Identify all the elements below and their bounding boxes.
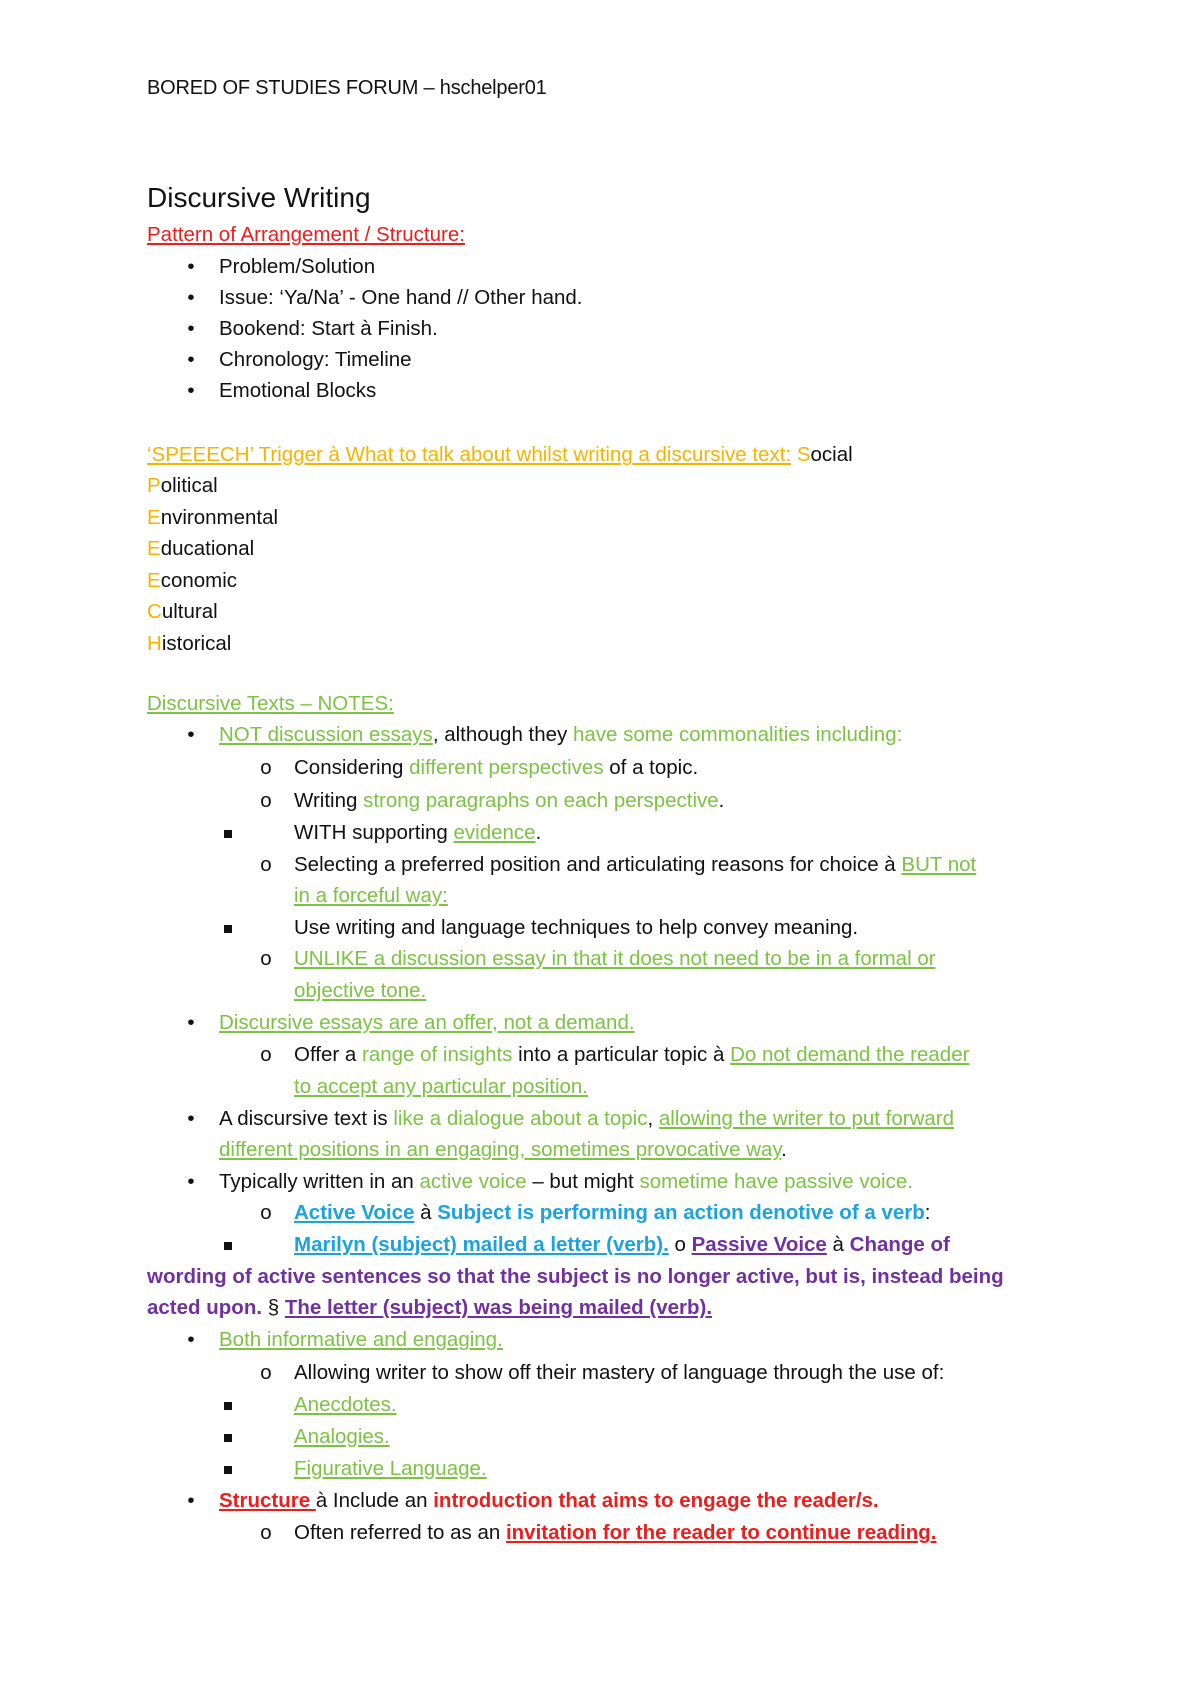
notes-sub-1 — [294, 754, 698, 782]
notes-sub-7 — [294, 1041, 969, 1069]
note-text: , — [647, 1107, 659, 1130]
bullet-icon: • — [187, 255, 195, 278]
note-text: . — [781, 1138, 787, 1161]
page-title: Discursive Writing — [147, 182, 371, 213]
note-text: à Include an — [315, 1489, 434, 1512]
notes-sub-13: Figurative Language. — [294, 1457, 487, 1480]
speeech-line — [147, 630, 231, 658]
note-text: o — [668, 1233, 692, 1256]
structure-item: Issue: ‘Ya/Na’ - One hand // Other hand. — [219, 286, 583, 309]
note-text: Typically written in an — [219, 1170, 420, 1193]
notes-bullet-4 — [219, 1168, 913, 1196]
speeech-line — [147, 535, 254, 563]
circle-bullet-icon: o — [260, 947, 272, 970]
note-text-green: BUT not — [901, 853, 977, 876]
speeech-letter: C — [147, 600, 162, 623]
notes-sub-3 — [294, 819, 541, 847]
speeech-letter: P — [147, 474, 161, 497]
structure-item: Chronology: Timeline — [219, 348, 412, 371]
notes-sub-4 — [294, 851, 976, 879]
note-text: – but might — [526, 1170, 640, 1193]
note-text-red: Structure — [219, 1489, 316, 1512]
page-header: BORED OF STUDIES FORUM – hschelper01 — [147, 77, 547, 99]
notes-sub-10: Allowing writer to show off their mastery of language through the use of: — [294, 1361, 945, 1384]
note-text: . — [718, 789, 725, 812]
speeech-letter: S — [796, 443, 811, 466]
speeech-word: ducational — [160, 537, 255, 560]
note-text-green: like a dialogue about a topic — [393, 1107, 648, 1130]
bullet-icon: • — [187, 723, 195, 746]
note-text-blue: Subject is performing an action denotive of a verb — [437, 1201, 925, 1224]
notes-sub-2 — [294, 787, 724, 815]
notes-sub-6: UNLIKE a discussion essay in that it does not need to be in a formal or — [294, 947, 936, 970]
square-bullet-icon — [215, 914, 241, 942]
note-text: of a topic. — [603, 756, 699, 779]
note-text-green: different positions in an engaging, sometimes provocative way — [219, 1138, 782, 1161]
note-text: à — [414, 1201, 438, 1224]
note-text-red: introduction that aims to engage the reader/s. — [433, 1489, 879, 1512]
note-text: Considering — [294, 756, 410, 779]
bullet-icon: • — [187, 1489, 195, 1512]
speeech-letter: E — [147, 506, 161, 529]
bullet-icon: • — [187, 379, 195, 402]
active-voice-label: Active Voice — [294, 1201, 415, 1224]
bullet-icon: • — [187, 348, 195, 371]
speeech-word: nvironmental — [160, 506, 279, 529]
bullet-icon: • — [187, 1328, 195, 1351]
speeech-word: conomic — [160, 569, 238, 592]
notes-bullet-1 — [219, 721, 902, 749]
note-text-green: range of insights — [362, 1043, 513, 1066]
circle-bullet-icon: o — [260, 1521, 272, 1544]
note-text-green: allowing the writer to put forward — [658, 1107, 954, 1130]
bullet-icon: • — [187, 1107, 195, 1130]
circle-bullet-icon: o — [260, 1201, 272, 1224]
note-text: Writing — [294, 789, 364, 812]
notes-sub-12: Analogies. — [294, 1425, 390, 1448]
circle-bullet-icon: o — [260, 1043, 272, 1066]
notes-sub-5: Use writing and language techniques to help convey meaning. — [294, 916, 859, 939]
notes-para-2 — [147, 1294, 712, 1322]
notes-bullet-5: Both informative and engaging. — [219, 1328, 503, 1351]
note-text: . — [535, 821, 542, 844]
speeech-word: ocial — [810, 443, 853, 466]
note-text-green: active voice — [419, 1170, 527, 1193]
passive-voice-label: Passive Voice — [691, 1233, 827, 1256]
note-text: Offer a — [294, 1043, 362, 1066]
square-bullet-icon — [215, 819, 241, 847]
circle-bullet-icon: o — [260, 789, 272, 812]
speeech-word: ultural — [161, 600, 218, 623]
notes-sub-6-cont: objective tone. — [294, 979, 427, 1002]
square-bullet-icon — [215, 1423, 241, 1451]
circle-bullet-icon: o — [260, 1361, 272, 1384]
notes-para-1: wording of active sentences so that the subject is no longer active, but is, instead being — [147, 1265, 1004, 1288]
note-text: à — [826, 1233, 850, 1256]
circle-bullet-icon: o — [260, 853, 272, 876]
bullet-icon: • — [187, 1170, 195, 1193]
note-text: : — [924, 1201, 931, 1224]
square-bullet-icon — [215, 1391, 241, 1419]
speeech-word: istorical — [161, 632, 232, 655]
note-text-purple: Change of — [849, 1233, 950, 1256]
speeech-letter: E — [147, 569, 161, 592]
structure-item: Emotional Blocks — [219, 379, 377, 402]
note-text: into a particular topic à — [512, 1043, 731, 1066]
notes-bullet-3 — [219, 1105, 954, 1133]
notes-heading: Discursive Texts – NOTES: — [147, 692, 394, 715]
note-text-red: invitation for the reader to continue reading. — [505, 1521, 937, 1544]
speeech-word: olitical — [160, 474, 218, 497]
structure-heading: Pattern of Arrangement / Structure: — [147, 223, 465, 246]
speeech-letter: H — [147, 632, 162, 655]
note-text-blue: Marilyn (subject) mailed a letter (verb). — [294, 1233, 669, 1256]
notes-bullet-2: Discursive essays are an offer, not a demand. — [219, 1011, 635, 1034]
speeech-letter: E — [147, 537, 161, 560]
speeech-heading-line — [147, 441, 853, 469]
note-text-purple: The letter (subject) was being mailed (verb). — [284, 1296, 713, 1319]
notes-sub-14 — [294, 1519, 937, 1547]
notes-sub-7-cont: to accept any particular position. — [294, 1075, 588, 1098]
note-text-green: different perspectives — [409, 756, 604, 779]
circle-bullet-icon: o — [260, 756, 272, 779]
note-text-green: evidence — [453, 821, 536, 844]
square-bullet-icon — [215, 1231, 241, 1259]
bullet-icon: • — [187, 286, 195, 309]
speeech-line — [147, 504, 278, 532]
speeech-heading: ‘SPEEECH’ Trigger à What to talk about whilst writing a discursive text: — [147, 443, 792, 466]
note-text-green: sometime have passive voice. — [639, 1170, 913, 1193]
note-text: Often referred to as an — [294, 1521, 506, 1544]
note-text-green: Do not demand the reader — [730, 1043, 970, 1066]
notes-sub-4-cont: in a forceful way: — [294, 884, 448, 907]
note-text-green: have some commonalities including: — [573, 723, 903, 746]
square-bullet-icon — [215, 1455, 241, 1483]
notes-bullet-6 — [219, 1487, 879, 1515]
note-text: , although they — [432, 723, 573, 746]
note-text-green: NOT discussion essays — [219, 723, 433, 746]
note-text-green: strong paragraphs on each perspective — [363, 789, 719, 812]
bullet-icon: • — [187, 1011, 195, 1034]
note-text: Selecting a preferred position and articulating reasons for choice à — [294, 853, 902, 876]
notes-sub-9 — [294, 1231, 950, 1259]
bullet-icon: • — [187, 317, 195, 340]
structure-item: Problem/Solution — [219, 255, 376, 278]
notes-sub-11: Anecdotes. — [294, 1393, 397, 1416]
notes-bullet-3-cont — [219, 1136, 787, 1164]
note-text-purple: acted upon. — [147, 1296, 263, 1319]
note-text: § — [262, 1296, 285, 1319]
notes-sub-8 — [294, 1199, 930, 1227]
structure-item: Bookend: Start à Finish. — [219, 317, 438, 340]
speeech-line — [147, 567, 237, 595]
note-text: WITH supporting — [294, 821, 454, 844]
note-text: A discursive text is — [219, 1107, 394, 1130]
speeech-line — [147, 598, 218, 626]
speeech-line — [147, 472, 218, 500]
